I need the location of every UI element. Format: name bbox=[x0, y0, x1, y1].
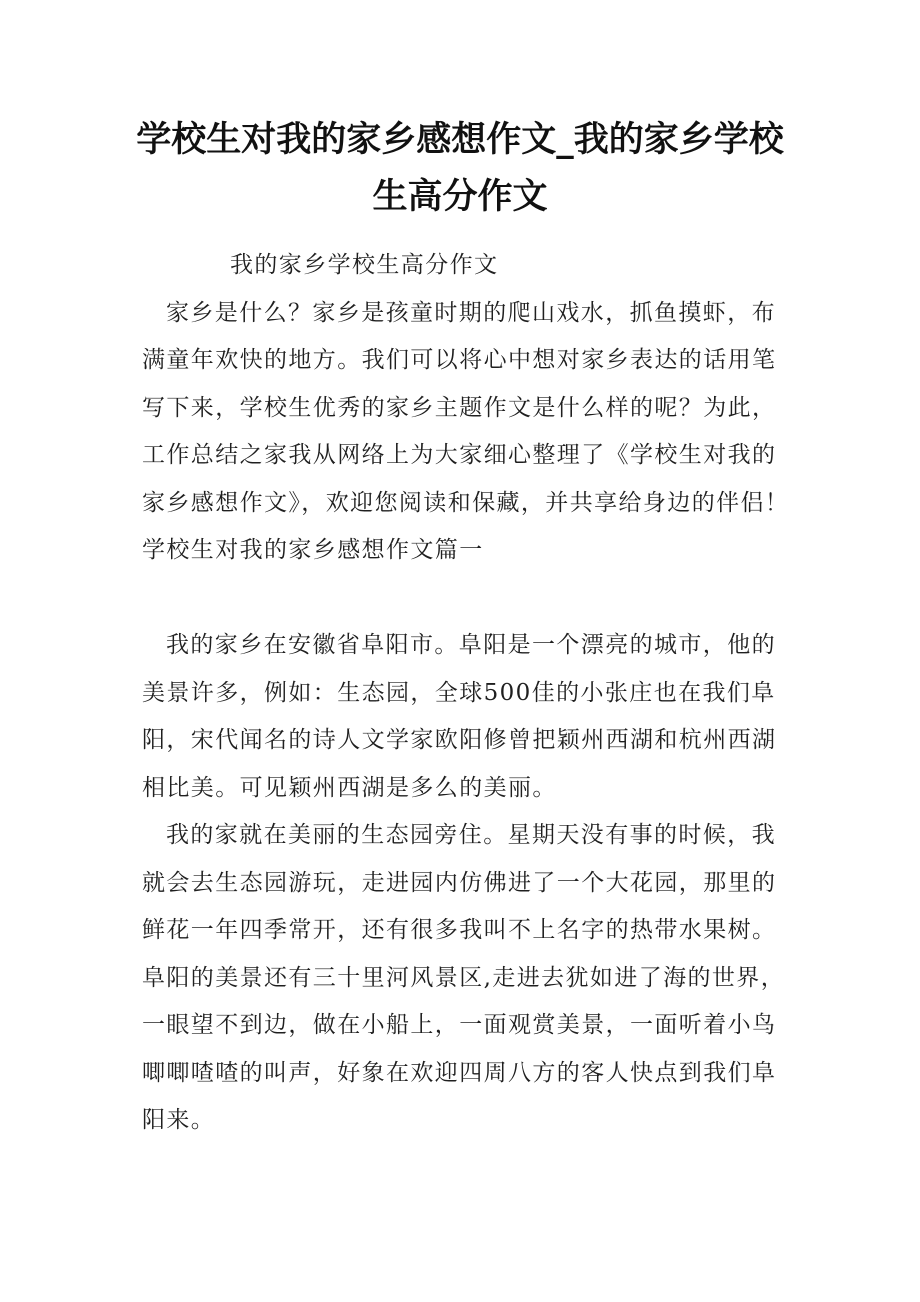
paragraph1-line-4: 相比美。可见颖州西湖是多么的美丽。 bbox=[142, 774, 557, 801]
paragraph2-line-3: 鲜花一年四季常开，还有很多我叫不上名字的热带水果树。 bbox=[142, 917, 777, 943]
subtitle: 我的家乡学校生高分作文 bbox=[230, 252, 499, 278]
paragraph2-line-2: 就会去生态园游玩，走进园内仿佛进了一个大花园，那里的 bbox=[142, 869, 777, 896]
intro-line-3: 写下来，学校生优秀的家乡主题作文是什么样的呢？为此， bbox=[142, 394, 777, 421]
title-line-1: 学校生对我的家乡感想作文_我的家乡学校 bbox=[136, 120, 784, 160]
blank-line bbox=[142, 575, 782, 623]
paragraph1-line-2: 美景许多，例如：生态园，全球500佳的小张庄也在我们阜 bbox=[142, 679, 776, 706]
document-title bbox=[120, 112, 800, 226]
paragraph1-line-3: 阳，宋代闻名的诗人文学家欧阳修曾把颖州西湖和杭州西湖 bbox=[142, 727, 777, 753]
paragraph2-line-4: 阜阳的美景还有三十里河风景区,走进去犹如进了海的世界， bbox=[142, 964, 786, 991]
intro-line-5: 家乡感想作文》，欢迎您阅读和保藏，并共享给身边的伴侣！ bbox=[142, 489, 790, 516]
intro-line-2: 满童年欢快的地方。我们可以将心中想对家乡表达的话用笔 bbox=[142, 347, 777, 373]
document-body bbox=[142, 242, 790, 1145]
paragraph1-line-1: 我的家乡在安徽省阜阳市。阜阳是一个漂亮的城市，他的 bbox=[166, 632, 776, 658]
paragraph2-line-6: 唧唧喳喳的叫声，好象在欢迎四周八方的客人快点到我们阜 bbox=[142, 1059, 777, 1086]
paragraph2-line-5: 一眼望不到边，做在小船上，一面观赏美景，一面听着小鸟 bbox=[142, 1012, 777, 1038]
section-heading: 学校生对我的家乡感想作文篇一 bbox=[142, 537, 484, 563]
title-line-2: 生高分作文 bbox=[372, 177, 548, 217]
intro-line-1: 家乡是什么？家乡是孩童时期的爬山戏水，抓鱼摸虾，布 bbox=[166, 299, 776, 326]
paragraph2-line-1: 我的家就在美丽的生态园旁住。星期天没有事的时候，我 bbox=[166, 822, 776, 848]
intro-line-4: 工作总结之家我从网络上为大家细心整理了《学校生对我的 bbox=[142, 442, 777, 468]
paragraph2-line-7: 阳来。 bbox=[142, 1107, 216, 1133]
